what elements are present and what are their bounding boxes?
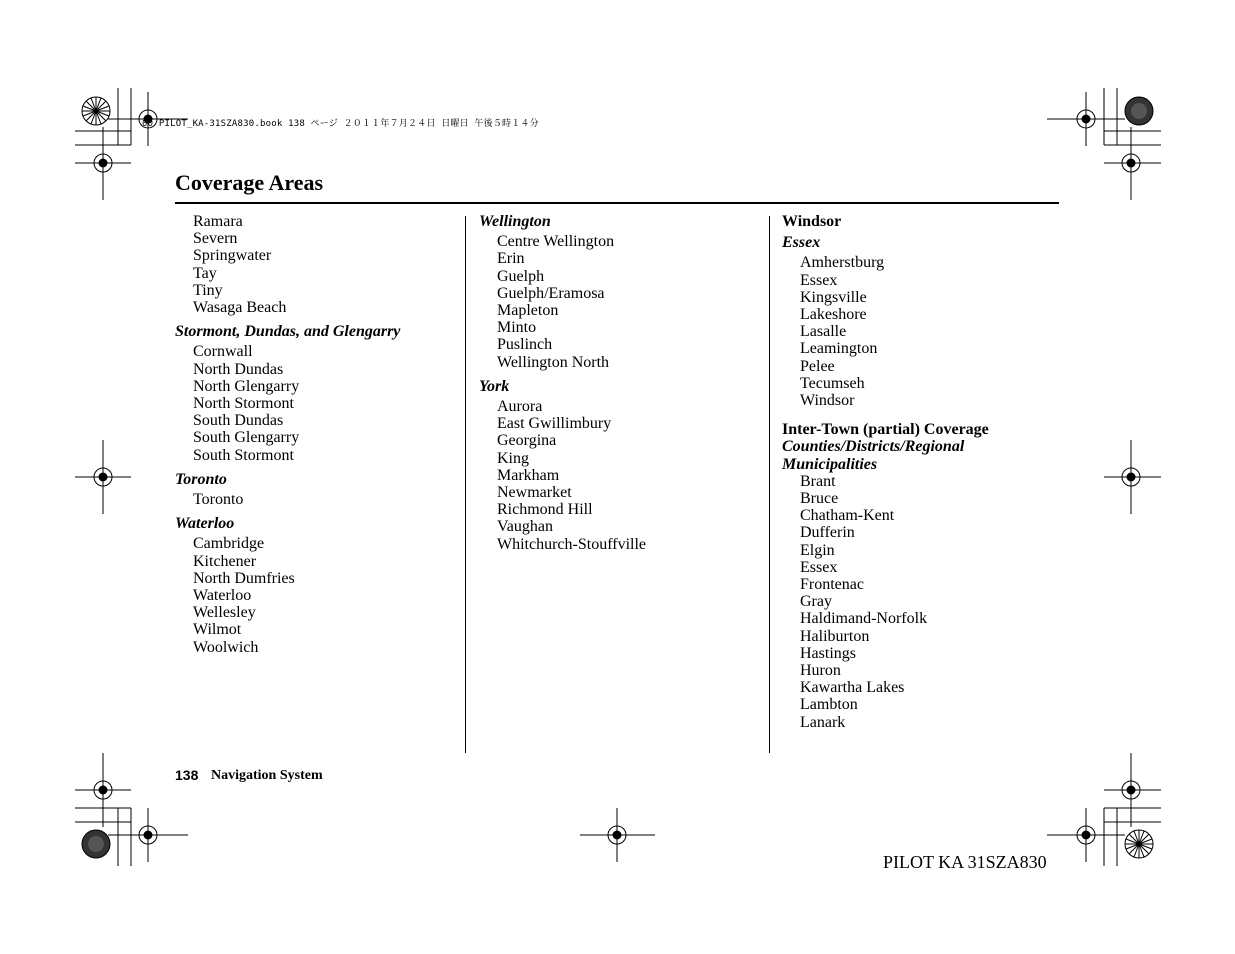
starburst-mark-3 (82, 830, 110, 858)
group-heading: Toronto (175, 470, 227, 488)
list-item: Huron (800, 662, 841, 680)
list-item: Kawartha Lakes (800, 679, 905, 697)
column-2 (479, 213, 759, 553)
book-code: PILOT KA 31SZA830 (883, 852, 1047, 872)
list-item: Haldimand-Norfolk (800, 610, 928, 628)
region-heading: Windsor (782, 213, 842, 230)
list-item: Gray (800, 593, 832, 611)
list-item: North Dumfries (193, 569, 295, 587)
list-item: Essex (800, 558, 838, 576)
page-number: 138 (175, 767, 199, 783)
list-item: Wilmot (193, 621, 242, 639)
footer-section-label: Navigation System (211, 768, 323, 783)
print-header: 00 PILOT_KA-31SZA830.book 138 ページ ２０１１年７月２４日 日曜日 午後５時１４分 (142, 119, 539, 129)
crosshair-mark-4 (1104, 127, 1161, 200)
list-item: Frontenac (800, 576, 864, 594)
column-divider-2 (769, 216, 770, 753)
crosshair-mark-5 (75, 440, 131, 514)
starburst-mark-4 (1125, 830, 1153, 858)
list-item: Aurora (497, 398, 543, 416)
list-item: Lakeshore (800, 306, 867, 324)
list-item: Lasalle (800, 323, 847, 341)
list-item: North Stormont (193, 395, 294, 413)
group-heading: Wellington (479, 213, 551, 230)
list-item: Guelph/Eramosa (497, 284, 605, 302)
title-rule (175, 202, 1059, 204)
list-item: Leamington (800, 340, 878, 358)
list-item: South Stormont (193, 446, 294, 464)
list-item: Toronto (193, 491, 244, 509)
crosshair-mark-9 (108, 808, 188, 862)
list-item: Ramara (193, 213, 243, 230)
list-item: Bruce (800, 490, 839, 508)
list-item: Haliburton (800, 627, 870, 645)
list-item: Vaughan (497, 518, 553, 536)
list-item: East Gwillimbury (497, 415, 612, 433)
crosshair-mark-8 (1104, 753, 1161, 827)
list-item: Guelph (497, 267, 545, 285)
list-item: Amherstburg (800, 254, 885, 272)
list-item: Elgin (800, 541, 835, 559)
crosshair-mark-6 (1104, 440, 1161, 514)
crosshair-mark-3 (1047, 92, 1125, 146)
list-item: Pelee (800, 357, 835, 375)
list-item: Waterloo (193, 587, 252, 605)
list-item: Tecumseh (800, 374, 865, 392)
list-item: Tay (193, 264, 217, 282)
column-1 (175, 213, 460, 656)
list-item: Kitchener (193, 552, 257, 570)
list-item: Kingsville (800, 288, 867, 306)
list-item: Woolwich (193, 638, 259, 656)
list-item: Richmond Hill (497, 501, 593, 519)
list-item: Centre Wellington (497, 233, 615, 251)
list-item: King (497, 449, 529, 467)
list-item: Minto (497, 319, 537, 337)
group-heading: Waterloo (175, 515, 235, 533)
list-item: South Dundas (193, 412, 284, 430)
crosshair-mark-7 (75, 753, 131, 827)
list-item: Lanark (800, 713, 846, 731)
list-item: North Glengarry (193, 377, 300, 395)
crosshair-mark-11 (1047, 808, 1125, 862)
list-item: Mapleton (497, 302, 559, 320)
list-item: Cambridge (193, 535, 265, 553)
crosshair-mark-2 (75, 127, 131, 200)
starburst-mark-1 (82, 97, 110, 125)
column-3 (782, 213, 1059, 731)
column-divider-1 (465, 216, 466, 753)
group-heading: Stormont, Dundas, and Glengarry (175, 323, 401, 341)
starburst-mark-2 (1125, 97, 1153, 125)
crosshair-mark-10 (580, 808, 655, 862)
list-item: North Dundas (193, 360, 284, 378)
list-item: Markham (497, 466, 560, 484)
list-item: Hastings (800, 644, 856, 662)
list-item: Springwater (193, 247, 272, 265)
list-item: Windsor (800, 392, 855, 410)
list-item: Wellesley (193, 604, 256, 622)
intertown-heading: Inter-Town (partial) Coverage (782, 421, 989, 439)
list-item: Georgina (497, 432, 557, 450)
list-item: Wasaga Beach (193, 299, 287, 317)
list-item: Severn (193, 230, 238, 248)
list-item: Dufferin (800, 524, 855, 542)
list-item: Tiny (193, 281, 223, 299)
list-item: Erin (497, 250, 525, 268)
list-item: Brant (800, 472, 836, 490)
list-item: Whitchurch-Stouffville (497, 535, 646, 553)
list-item: Lambton (800, 696, 858, 714)
list-item: Chatham-Kent (800, 507, 895, 525)
list-item: Cornwall (193, 343, 253, 361)
group-heading: Essex (782, 234, 821, 252)
list-item: Newmarket (497, 484, 572, 502)
list-item: Puslinch (497, 336, 553, 354)
counties-heading: Counties/Districts/Regional Municipalities (782, 438, 965, 473)
group-heading: York (479, 377, 510, 395)
list-item: Essex (800, 271, 838, 289)
page-title: Coverage Areas (175, 170, 324, 195)
list-item: South Glengarry (193, 429, 300, 447)
list-item: Wellington North (497, 353, 610, 371)
